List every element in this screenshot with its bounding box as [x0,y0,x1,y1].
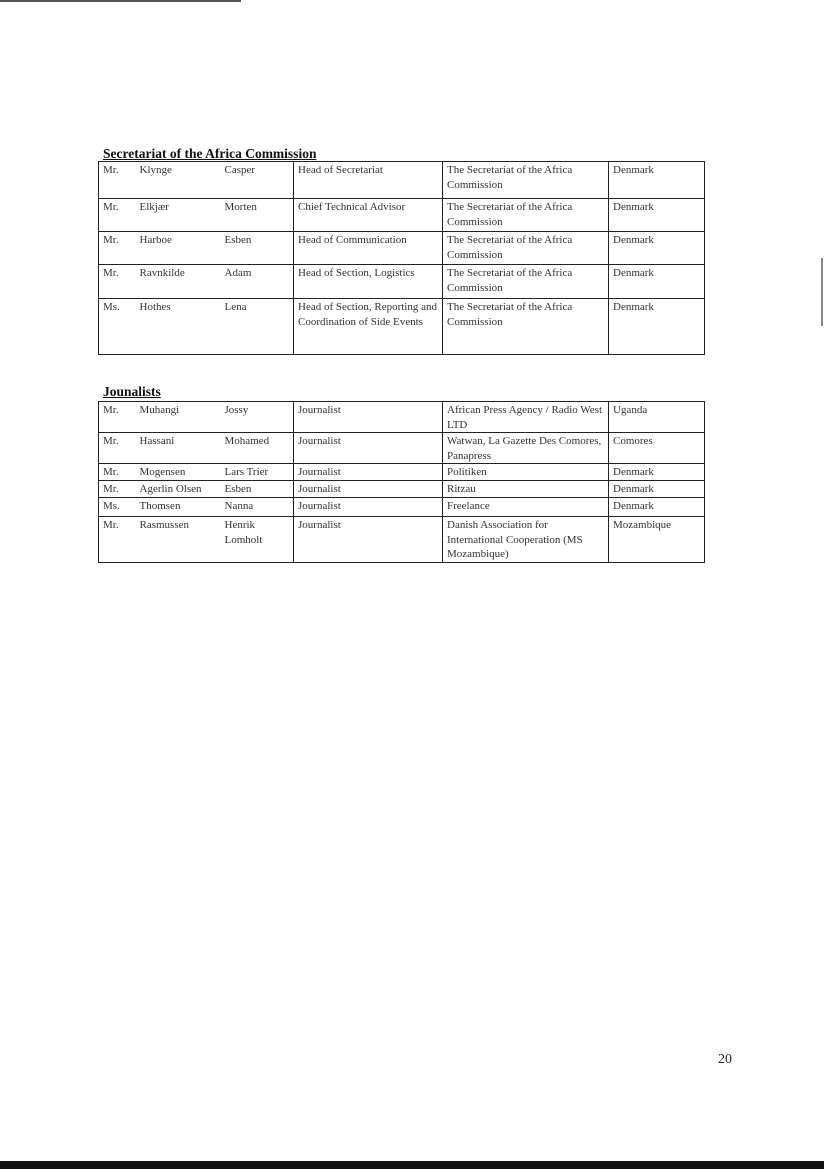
cell-first-name: Nanna [221,498,294,517]
section-title-secretariat: Secretariat of the Africa Commission [103,146,317,161]
cell-organization: The Secretariat of the Africa Commission [443,265,609,299]
cell-first-name: Morten [221,199,294,232]
cell-first-name: Henrik Lomholt [221,517,294,563]
cell-organization: The Secretariat of the Africa Commission [443,199,609,232]
table-row [99,498,705,517]
cell-position: Head of Secretariat [294,162,443,199]
cell-organization: Danish Association for International Cooperation (MS Mozambique) [443,517,609,563]
cell-country: Denmark [609,299,705,355]
cell-title: Mr. [99,265,136,299]
cell-country: Denmark [609,498,705,517]
table-row [99,402,705,433]
cell-last-name: Harboe [136,232,221,265]
table-row [99,199,705,232]
cell-last-name: Klynge [136,162,221,199]
journalists-table-body [99,402,705,563]
cell-position: Journalist [294,498,443,517]
table-row [99,299,705,355]
cell-country: Denmark [609,199,705,232]
cell-position: Head of Section, Reporting and Coordination of Side Events [294,299,443,355]
table-row [99,265,705,299]
cell-title: Mr. [99,433,136,464]
cell-position: Journalist [294,481,443,498]
cell-organization: Politiken [443,464,609,481]
cell-last-name: Ravnkilde [136,265,221,299]
cell-organization: African Press Agency / Radio West LTD [443,402,609,433]
cell-last-name: Rasmussen [136,517,221,563]
cell-first-name: Lena [221,299,294,355]
cell-country: Uganda [609,402,705,433]
page-number: 20 [718,1052,732,1067]
cell-country: Denmark [609,464,705,481]
cell-organization: Ritzau [443,481,609,498]
cell-position: Head of Communication [294,232,443,265]
cell-first-name: Jossy [221,402,294,433]
cell-title: Mr. [99,517,136,563]
cell-title: Mr. [99,199,136,232]
cell-country: Denmark [609,162,705,199]
cell-organization: Watwan, La Gazette Des Comores, Panapress [443,433,609,464]
cell-country: Denmark [609,481,705,498]
cell-position: Journalist [294,433,443,464]
cell-last-name: Mogensen [136,464,221,481]
cell-position: Journalist [294,402,443,433]
cell-position: Journalist [294,464,443,481]
cell-title: Ms. [99,498,136,517]
table-row [99,464,705,481]
table-row [99,481,705,498]
cell-first-name: Lars Trier [221,464,294,481]
cell-first-name: Mohamed [221,433,294,464]
cell-first-name: Casper [221,162,294,199]
cell-organization: The Secretariat of the Africa Commission [443,232,609,265]
cell-organization: Freelance [443,498,609,517]
cell-position: Chief Technical Advisor [294,199,443,232]
cell-first-name: Adam [221,265,294,299]
cell-organization: The Secretariat of the Africa Commission [443,299,609,355]
section-title-journalists: Jounalists [103,384,161,399]
journalists-table [98,401,705,563]
cell-country: Mozambique [609,517,705,563]
cell-title: Mr. [99,481,136,498]
scan-edge-bottom [0,1161,824,1169]
cell-first-name: Esben [221,232,294,265]
secretariat-table [98,161,705,355]
cell-title: Ms. [99,299,136,355]
table-row [99,162,705,199]
table-row [99,517,705,563]
cell-country: Denmark [609,265,705,299]
table-row [99,232,705,265]
cell-title: Mr. [99,232,136,265]
cell-last-name: Muhangi [136,402,221,433]
cell-last-name: Hassani [136,433,221,464]
cell-first-name: Esben [221,481,294,498]
cell-title: Mr. [99,464,136,481]
cell-organization: The Secretariat of the Africa Commission [443,162,609,199]
cell-title: Mr. [99,402,136,433]
scan-edge-top [0,0,241,2]
cell-last-name: Agerlin Olsen [136,481,221,498]
cell-country: Denmark [609,232,705,265]
cell-position: Head of Section, Logistics [294,265,443,299]
table-row [99,433,705,464]
cell-country: Comores [609,433,705,464]
cell-last-name: Hothes [136,299,221,355]
cell-last-name: Thomsen [136,498,221,517]
secretariat-table-body [99,162,705,355]
cell-last-name: Elkjær [136,199,221,232]
cell-title: Mr. [99,162,136,199]
cell-position: Journalist [294,517,443,563]
scan-edge-right [821,258,823,326]
